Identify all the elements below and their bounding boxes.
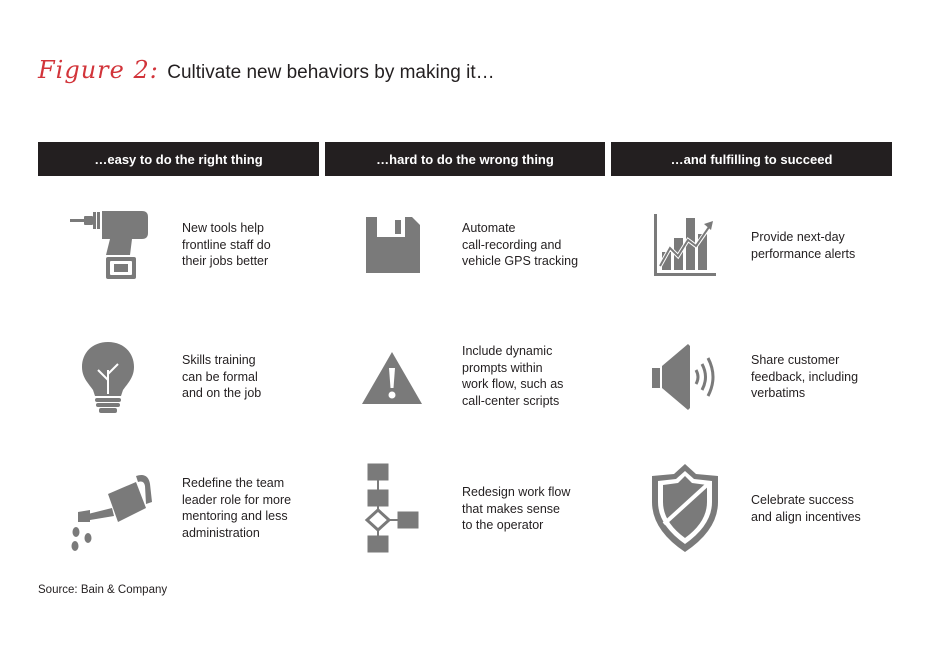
- caption-new-tools: New tools help frontline staff do their jobs better: [182, 221, 271, 268]
- bar-chart-icon: [652, 212, 718, 278]
- figure-title: [38, 56, 495, 84]
- lightbulb-icon: [80, 340, 136, 416]
- source-note: Source: Bain & Company: [38, 584, 168, 596]
- speaker-icon: [650, 340, 720, 414]
- caption-redesign-workflow: Redesign work flow that makes sense to the operator: [462, 485, 571, 532]
- column-header-hard: …hard to do the wrong thing: [325, 142, 605, 176]
- caption-team-leader: Redefine the team leader role for more mentoring and less administration: [182, 476, 292, 540]
- caption-dynamic-prompts: Include dynamic prompts within work flow, such as call-center scripts: [462, 344, 564, 408]
- caption-celebrate-success: Celebrate success and align incentives: [751, 493, 861, 524]
- caption-performance-alerts: Provide next-day performance alerts: [751, 230, 856, 261]
- drill-icon: [68, 205, 152, 283]
- floppy-disk-icon: [364, 215, 422, 275]
- warning-icon: [360, 350, 424, 406]
- column-header-easy: …easy to do the right thing: [38, 142, 319, 176]
- column-header-fulfilling: …and fulfilling to succeed: [611, 142, 892, 176]
- caption-automate: Automate call-recording and vehicle GPS tracking: [462, 221, 579, 268]
- watering-can-icon: [66, 468, 154, 552]
- shield-icon: [650, 462, 720, 554]
- caption-skills-training: Skills training can be formal and on the job: [182, 353, 262, 400]
- figure-label: Figure 2:: [38, 56, 159, 84]
- caption-customer-feedback: Share customer feedback, including verbatims: [751, 353, 859, 400]
- flowchart-icon: [362, 462, 422, 554]
- figure-heading: Cultivate new behaviors by making it…: [167, 62, 495, 83]
